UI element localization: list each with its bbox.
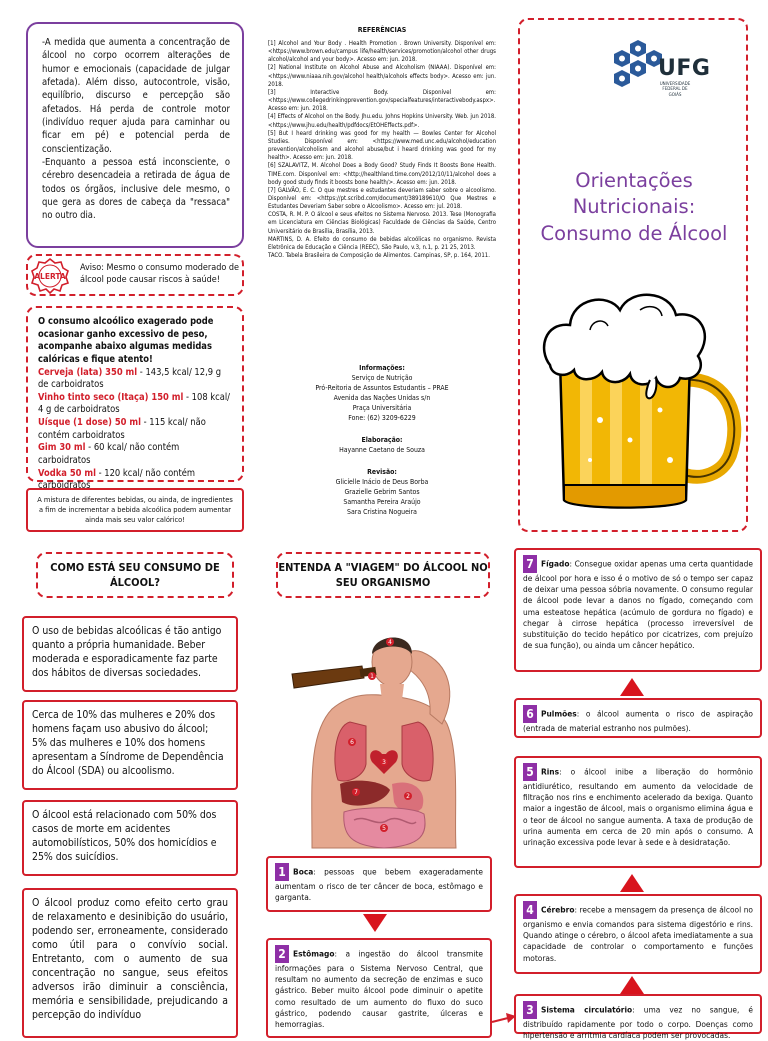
calorie-item [38, 392, 232, 417]
reference-item: [7] GALVÃO, E. C. O que mestres e estudantes deveriam saber sobre o alcoolismo. Disponível em: <https://pt.scribd.com/document/389189610/O Que Mestres e Estudantes Deveriam Saber sobre o Alcoolismo>. Acesso em: jul. 2018. [268, 186, 496, 211]
step-text: : pessoas que bebem exageradamente aumentam o risco de ter câncer de boca, estômago e garganta. [275, 866, 483, 903]
cover-title-line: Consumo de Álcool [540, 221, 728, 245]
info-box-history: O uso de bebidas alcoólicas é tão antigo quanto a própria humanidade. Beber moderada e esporadicamente faz parte dos hábitos de diversas sociedades. [22, 616, 238, 692]
reviewer-name: Sara Cristina Nogueira [347, 508, 417, 516]
calorie-drink: Gim 30 ml [38, 442, 86, 454]
arrow-down-icon [363, 914, 387, 932]
step-number: 6 [523, 705, 537, 723]
step-number: 5 [523, 763, 537, 781]
calorie-info: - 120 kcal/ não contém carboidratos [38, 467, 196, 492]
ufg-logo-text: UFG [658, 56, 711, 81]
elaboration-name: Hayanne Caetano de Souza [339, 446, 425, 454]
marker-label: 2 [406, 793, 410, 800]
calorie-info: - 60 kcal/ não contém carboidratos [38, 442, 180, 467]
reviewer-name: Grazielle Gebrim Santos [344, 488, 420, 496]
reference-item: [3] Interactive Body. Disponível em: <https://www.collegedrinkingprevention.gov/specialfeatures/interactivebody.aspx>. Acesso em: jun. 2018. [268, 88, 496, 113]
info-box-accidents: O álcool está relacionado com 50% dos casos de morte em acidentes automobilísticos, 50% dos homicídios e 25% dos suicídios. [22, 800, 238, 876]
info-box-effects: O álcool produz como efeito certo grau de relaxamento e desinibição do usuário, podendo ser, erroneamente, considerado como útil para o convívio social. Entretanto, com o aumento de sua concentração no sangue, seus efeitos adversos irão diminuir a consciência, memória e sensibilidade, prejudicando a percepção do indivíduo [22, 888, 238, 1038]
step-stomach [266, 938, 492, 1038]
arrow-right-icon [492, 1010, 516, 1024]
reference-item: [4] Effects of Alcohol on the Body. Jhu.edu. Johns Hopkins University. Web. jun 2018. <https://www.jhu.edu/health/pdfdocs/EtOHEffects.pdf>. [268, 113, 496, 129]
step-text: : o álcool aumenta o risco de aspiração (entrada de material estranho nos pulmões). [523, 708, 753, 733]
step-circulatory [514, 994, 762, 1041]
elaboration-label: Elaboração: [361, 436, 403, 444]
step-liver [514, 548, 762, 672]
marker-label: 3 [382, 759, 386, 766]
ufg-logo-subtitle: UNIVERSIDADE FEDERAL DE GOIÁS [659, 82, 691, 98]
step-organ: Estômago [293, 948, 335, 959]
arrow-up-icon [620, 976, 644, 994]
arrow-up-icon [620, 678, 644, 696]
calorie-info: - 143,5 kcal/ 12,9 g de carboidratos [38, 366, 222, 391]
step-text: : recebe a mensagem da presença de álcool no organismo e envia comandos para sistema digestório e rins. Quando atinge o cérebro, o álcool afeta imediatamente a sua capacidade de controlar o comportamento e funções motoras. [523, 904, 754, 963]
info-line: Fone: (62) 3209-6229 [348, 414, 416, 422]
step-organ: Fígado [541, 558, 570, 569]
calorie-item [38, 417, 232, 442]
marker-label: 1 [370, 673, 374, 680]
anatomy-illustration [272, 614, 492, 848]
info-line: Praça Universitária [352, 404, 412, 412]
reference-item: [5] But I heard drinking was good for my health — Bowles Center for Alcohol Studies. Disponível em: <https://www.med.unc.edu/alcohol/education prevention/alcoholism and alcohol abuse/but i heard drinking was good for my health>. Acesso em: jun. 2018. [268, 129, 496, 162]
info-box-statistics: Cerca de 10% das mulheres e 20% dos homens façam uso abusivo do álcool; 5% das mulheres e 10% dos homens apresentam a Síndrome de Dependência do Álcool (SDA) ou alcoolismo. [22, 700, 238, 790]
step-number: 7 [523, 555, 537, 573]
step-number: 1 [275, 863, 289, 881]
step-organ: Sistema circulatório [541, 1004, 633, 1015]
alcohol-effects-box [26, 22, 244, 248]
alert-text: Aviso: Mesmo o consumo moderado de álcool pode causar riscos à saúde! [80, 263, 239, 286]
calorie-drink: Uísque (1 dose) 50 ml [38, 417, 141, 429]
step-kidneys [514, 756, 762, 868]
effects-paragraph-1: -A medida que aumenta a concentração de álcool no corpo ocorrem alterações de humor e emocionais (capacidade de julgar afetada). Além disso, autocontrole, visão, equilíbrio, discurso e percepção são afetados. Há perda de controle motor (indivíduo requer ajuda para caminhar ou ficar em pé) e potencial perda de conscientização. [42, 37, 230, 155]
contact-info [262, 356, 502, 517]
calorie-info: - 108 kcal/ 4 g de carboidratos [38, 391, 231, 416]
step-text: : a ingestão do álcool transmite informações para o Sistema Nervoso Central, que resultam no aumento da secreção de enzimas e suco gástrico. Beber muito álcool pode diminuir o apetite como resultado de um aumento do fluxo do suco gástrico, podendo causar gastrite, úlceras e hemorragias. [275, 948, 483, 1029]
calories-intro: O consumo alcoólico exagerado pode ocasionar ganho excessivo de peso, acompanhe abaixo algumas medidas calóricas e fique atento! [38, 316, 214, 365]
info-line: Pró-Reitoria de Assuntos Estudantis – PRAE [315, 384, 449, 392]
calorie-item [38, 367, 232, 392]
calorie-info: - 115 kcal/ não contém carboidratos [38, 417, 206, 441]
reference-item: [6] SZALAVITZ, M. Alcohol Does a Body Good? Study Finds It Boosts Bone Health. TIME.com. Disponível em: <http://healthland.time.com/2012/10/11/alcohol does a body good study finds it boosts bone health/>. Acesso em: jun. 2018. [268, 162, 496, 186]
marker-label: 7 [354, 789, 358, 796]
references-list [268, 40, 496, 260]
step-brain [514, 894, 762, 974]
marker-label: 4 [388, 639, 392, 646]
beer-mug-illustration [530, 270, 742, 520]
reviewer-name: Samantha Pereira Araújo [343, 498, 421, 506]
review-label: Revisão: [367, 468, 397, 476]
cover-title-line: Orientações [575, 169, 693, 192]
step-number: 4 [523, 901, 537, 919]
reviewer-name: Glicíelle Inácio de Deus Borba [335, 478, 429, 486]
calorie-drink: Cerveja (lata) 350 ml [38, 366, 138, 378]
arrow-up-icon [620, 874, 644, 892]
step-number: 2 [275, 945, 289, 963]
reference-item: COSTA, R. M. P. O álcool e seus efeitos no Sistema Nervoso. 2013. Tese (Monografia em Licenciatura em Ciências Biológicas) Faculdade de Ciências da Saúde, Centro Universitário de Brasília, Brasília, 2013. [268, 211, 496, 235]
step-organ: Pulmões [541, 708, 577, 719]
cover-title [520, 168, 748, 247]
step-lungs [514, 698, 762, 738]
cover-title-line: Nutricionais: [572, 195, 696, 219]
step-organ: Rins [541, 766, 560, 777]
info-label: Informações: [359, 364, 405, 372]
calorie-drink: Vinho tinto seco (Itaça) 150 ml [38, 391, 184, 403]
reference-item: TACO. Tabela Brasileira de Composição de Alimentos. Campinas, SP, p. 164, 2011. [268, 252, 490, 260]
references-title: REFERÊNCIAS [357, 26, 407, 34]
reference-item: [1] Alcohol and Your Body . Health Promotion . Brown University. Disponível em: <https://www.brown.edu/campus life/health/services/promotion/alcohol other drugs alcohol/alcohol and your body>. Acesso em: jun. 2018. [268, 40, 496, 64]
calorie-item [38, 442, 232, 467]
alert-badge-icon [30, 257, 70, 293]
alert-badge-label: ALERTA [34, 272, 66, 281]
step-text: : o álcool inibe a liberação do hormônio antidiurético, resultando em aumento da velocidade de filtração nos rins e enchimento acelerado da bexiga. Quanto maior a ingestão de álcool, mais o organismo elimina água e o teor de álcool no sangue aumenta. A taxa de produção de urina aumenta em cerca de 20 min após o consumo. A urinação excessiva pode levar à sede e à desidratação. [523, 766, 753, 847]
step-organ: Cérebro [541, 904, 575, 915]
step-organ: Boca [293, 866, 314, 877]
reference-item: MARTINS, D. A. Efeito do consumo de bebidas alcoólicas no organismo. Revista Eletrônica de Educação e Ciência (REEC), São Paulo, v.3, n.1, p. 21 25, 2013. [268, 235, 496, 251]
mix-note: A mistura de diferentes bebidas, ou ainda, de ingredientes a fim de incrementar a bebida alcoólica podem aumentar ainda mais seu valor calórico! [26, 488, 244, 532]
effects-paragraph-2: -Enquanto a pessoa está inconsciente, o cérebro desencadeia a retirada de água de todos os órgãos, inclusive dele mesmo, o que gera as dores de cabeça da "ressaca" no outro dia. [42, 157, 230, 222]
step-mouth [266, 856, 492, 912]
journey-title: ENTENDA A "VIAGEM" DO ÁLCOOL NO SEU ORGANISMO [276, 552, 490, 598]
info-line: Serviço de Nutrição [351, 374, 413, 382]
calories-box [26, 306, 244, 492]
calorie-drink: Vodka 50 ml [38, 467, 96, 479]
step-text: : uma vez no sangue, é distribuído rapidamente por todo o corpo. Doenças como hipertensão e arritmia cardíaca podem ser provocadas. [523, 1004, 753, 1041]
step-number: 3 [523, 1001, 537, 1019]
info-line: Avenida das Nações Unidas s/n [333, 394, 431, 402]
step-text: : Consegue oxidar apenas uma certa quantidade de álcool por hora e isso é o motivo de só o tempo ser capaz de deixar uma pessoa sóbria novamente. O consumo regular de álcool pode levar a danos no fígado, começando com uma esteatose hepática (acúmulo de gordura no fígado) e chegar à cirrose hepática (processo irreversível de substituição do tecido hepático por cicatrizes, com prejuízo de sua função), ou ainda um câncer hepático. [523, 558, 753, 651]
marker-label: 6 [350, 739, 354, 746]
marker-label: 5 [382, 825, 386, 832]
consumption-title: COMO ESTÁ SEU CONSUMO DE ÁLCOOL? [36, 552, 234, 598]
reference-item: [2] National Institute on Alcohol Abuse and Alcoholism (NIAAA). Disponível em: <https://www.niaaa.nih.gov/alcohol health/alcohols effects body>. Acesso em: jun. 2018. [268, 64, 496, 88]
